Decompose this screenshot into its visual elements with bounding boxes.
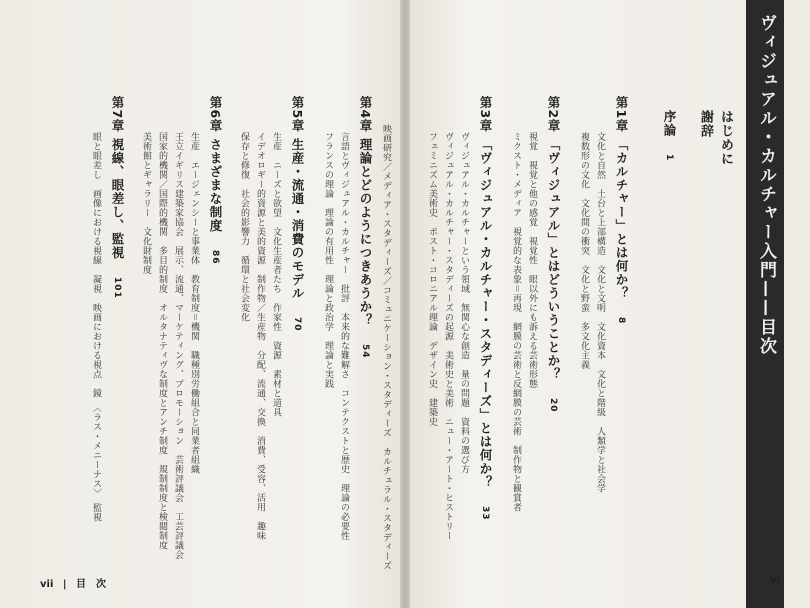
chapter-6-page: 86 <box>210 249 220 265</box>
chapter-2-title: 第2章 「ヴィジュアル」とはどういうことか？ <box>546 96 561 382</box>
preface-page: 1 <box>664 154 674 162</box>
chapter-4-title: 第4章 理論とどのようにつきあうか？ <box>358 96 373 328</box>
chapter-4-line-1: 言語とヴィジュアル・カルチャー 批評 本来的な難解さ コンテクストと歴史 理論の必要性 <box>339 132 349 541</box>
front-matter-thanks: 謝辞 <box>698 110 713 138</box>
chapter-6-heading[interactable] <box>206 96 224 264</box>
left-footer: vii | 目 次 <box>40 579 106 590</box>
chapter-7-line-1: 眼と眼差し 画像における視線 凝視 映画における視点 鏡 〈ラス・メニーナス〉 監視 <box>91 132 101 522</box>
chapter-5-page: 70 <box>292 317 302 332</box>
chapter-3-heading[interactable] <box>476 96 494 521</box>
chapter-6-title: 第6章 さまざまな制度 <box>208 96 223 233</box>
chapter-7-title: 第7章 視線、眼差し、監視 <box>110 96 125 260</box>
chapter-4-line-2: フランスの理論 理論の有用性 理論と政治学 理論と実践 <box>323 132 333 389</box>
chapter-6-line-1: 生産 エージェンシーと事業体 教育制度＝機関 職種別労働組合と同業者組織 <box>189 132 199 475</box>
chapter-7-heading[interactable] <box>108 96 126 299</box>
front-matter-intro: はじめに <box>718 110 733 166</box>
chapter-6-line-4: 美術館とギャラリー 文化財制度 <box>141 132 151 275</box>
chapter-4-line-0: 映画研究／メディア・スタディーズ／コミュニケーション・スタディーズ カルチュラル・スタディーズ <box>381 124 391 571</box>
chapter-2-line-2: ミクスト・メディア 視覚的な表象＝再現 網膜の芸術と反網膜の芸術 制作物と観賞者 <box>511 132 521 513</box>
title-band <box>746 0 784 608</box>
left-footer-label: 目 次 <box>76 579 106 590</box>
chapter-2-line-1: 視覚 視覚と他の感覚 視覚性 眼以外にも訴える芸術形態 <box>527 132 537 389</box>
right-page-number: vi <box>770 575 780 586</box>
book-title: ヴィジュアル・カルチャー入門——目次 <box>756 14 776 356</box>
chapter-3-title: 第3章 「ヴィジュアル・カルチャー・スタディーズ」とは何か？ <box>478 96 493 490</box>
chapter-1-line-2: 複数形の文化 文化間の衝突 文化と野蛮 多文化主義 <box>579 132 589 370</box>
chapter-6-line-2: 王立イギリス建築家協会 展示、流通、マーケティング、プロモーション 芸術評議会 工芸評議会 <box>173 132 183 560</box>
chapter-3-page: 33 <box>480 506 490 521</box>
chapter-1-title: 第1章 「カルチャー」とは何か？ <box>614 96 629 301</box>
chapter-5-line-1: 生産 ニーズと欲望 文化生産者たち 作家性 資源 素材と道具 <box>271 132 281 417</box>
chapter-5-title: 第5章 生産・流通・消費のモデル <box>290 96 305 301</box>
chapter-3-line-3: フェミニズム美術史 ポスト・コロニアル理論 デザイン史 建築史 <box>427 132 437 427</box>
left-page-number: vii <box>40 579 54 590</box>
chapter-3-line-2: ヴィジュアル・カルチャー・スタディーズの起源 美術史と美術 ニュー・アート・ヒストリー <box>443 132 453 541</box>
chapter-5-line-2: イデオロギー的資源と美的資源 制作物／生産物 分配、流通、交換 消費、受容、活用 趣味 <box>255 132 265 541</box>
preface-heading <box>660 110 678 162</box>
preface-label: 序論 <box>662 110 677 137</box>
chapter-1-page: 8 <box>616 317 626 325</box>
chapter-1-line-1: 文化と自然 土台と上部構造 文化と文明 文化資本 文化と階級 人類学と社会学 <box>595 132 605 493</box>
chapter-4-heading[interactable] <box>356 96 374 359</box>
chapter-7-page: 101 <box>112 276 122 299</box>
chapter-6-line-3: 国家的機関／国際的機関 多目的制度 オルタナティヴな制度とアンチ制度 規制制度と検閲制度 <box>157 132 167 550</box>
chapter-1-heading[interactable] <box>612 96 630 325</box>
chapter-3-line-1: ヴィジュアル・カルチャーという領域 無関心な創造 量の問題 資料の選び方 <box>459 132 469 474</box>
chapter-4-page: 54 <box>360 344 370 359</box>
chapter-2-page: 20 <box>548 398 558 413</box>
chapter-2-heading[interactable] <box>544 96 562 413</box>
chapter-5-line-3: 保存と修復 社会的影響力 循環と社会変化 <box>239 132 249 322</box>
book-gutter <box>400 0 410 608</box>
chapter-5-heading[interactable] <box>288 96 306 332</box>
